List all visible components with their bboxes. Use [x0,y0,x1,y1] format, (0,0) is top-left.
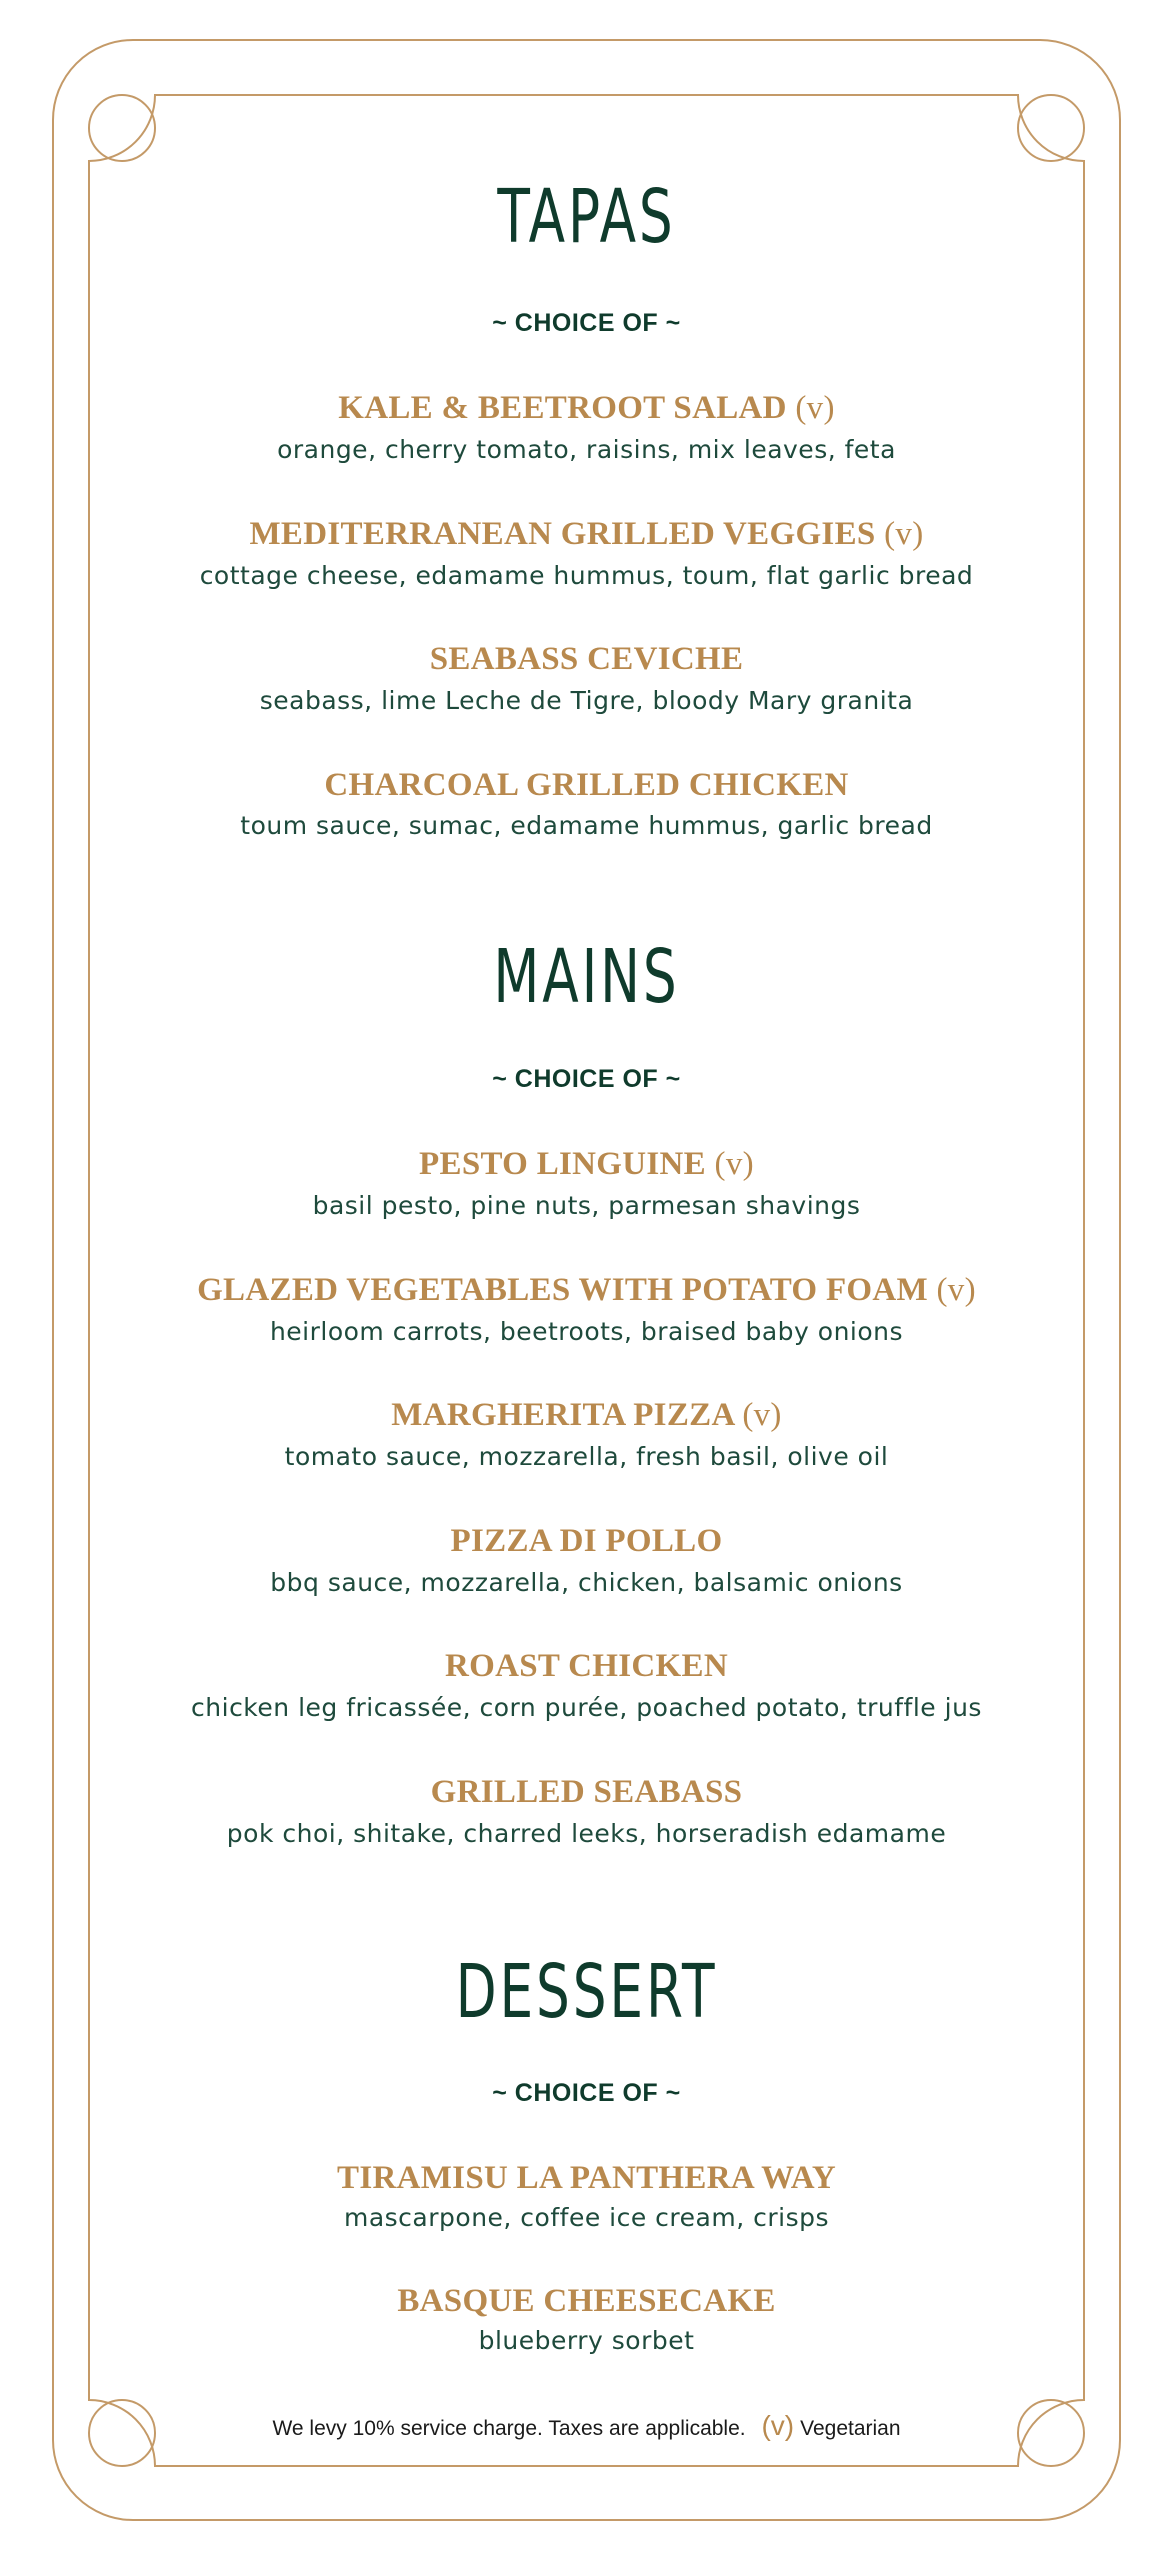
vegetarian-mark: (v) [795,390,835,426]
vegetarian-mark: (v) [884,516,924,552]
vegetarian-mark: (v) [742,1397,782,1433]
section-title-dessert: DESSERT [455,1949,718,2035]
vegetarian-mark: (v) [936,1272,976,1308]
dish-name: KALE & BEETROOT SALAD (v) [338,390,835,426]
dish-name: MEDITERRANEAN GRILLED VEGGIES (v) [249,516,924,552]
dish-description: heirloom carrots, beetroots, braised baby onions [269,1317,904,1346]
dish-name: GLAZED VEGETABLES WITH POTATO FOAM (v) [197,1272,976,1308]
choice-label-dessert: ~ CHOICE OF ~ [492,2079,681,2107]
dish-description: pok choi, shitake, charred leeks, horseradish edamame [226,1819,947,1848]
service-charge-note: We levy 10% service charge. Taxes are applicable. [272,2417,746,2440]
section-title-mains: MAINS [493,934,680,1020]
dish-name: SEABASS CEVICHE [429,641,744,677]
dish-name: CHARCOAL GRILLED CHICKEN [324,767,849,803]
dish-name: MARGHERITA PIZZA (v) [391,1397,782,1433]
dish-description: tomato sauce, mozzarella, fresh basil, olive oil [284,1442,889,1471]
dish-name: BASQUE CHEESECAKE [397,2283,776,2319]
dish-name: PIZZA DI POLLO [450,1523,723,1559]
dish-description: seabass, lime Leche de Tigre, bloody Mary granita [259,686,914,715]
vegetarian-mark: (v) [714,1146,754,1182]
choice-label-mains: ~ CHOICE OF ~ [492,1065,681,1093]
section-title-tapas: TAPAS [497,174,676,260]
dish-description: chicken leg fricassée, corn purée, poached potato, truffle jus [191,1693,982,1722]
dish-description: basil pesto, pine nuts, parmesan shavings [312,1191,861,1220]
dish-description: orange, cherry tomato, raisins, mix leaves, feta [277,435,896,464]
dish-description: toum sauce, sumac, edamame hummus, garlic bread [240,811,933,840]
dish-description: mascarpone, coffee ice cream, crisps [343,2203,829,2232]
footer-note [0,2410,1173,2442]
dish-name: TIRAMISU LA PANTHERA WAY [337,2160,836,2196]
dish-name: ROAST CHICKEN [445,1648,728,1684]
dish-name: GRILLED SEABASS [430,1774,743,1810]
vegetarian-label: Vegetarian [800,2417,901,2440]
dish-name: PESTO LINGUINE (v) [419,1146,754,1182]
dish-description: blueberry sorbet [478,2326,695,2355]
vegetarian-mark: (v) [761,2410,795,2441]
dish-description: bbq sauce, mozzarella, chicken, balsamic onions [270,1568,903,1597]
dish-description: cottage cheese, edamame hummus, toum, flat garlic bread [199,561,974,590]
choice-label-tapas: ~ CHOICE OF ~ [492,309,681,337]
